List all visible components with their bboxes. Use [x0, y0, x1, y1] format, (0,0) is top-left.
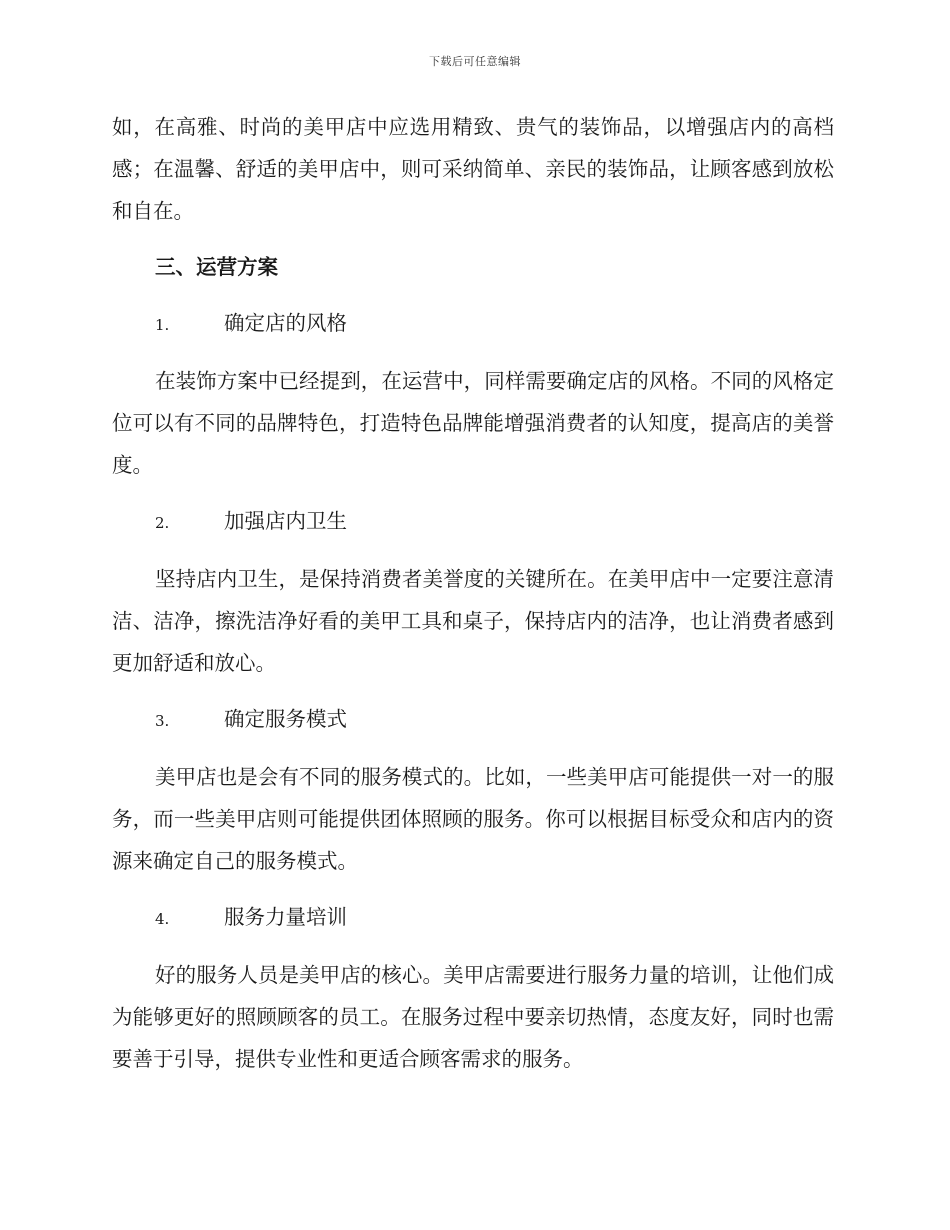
- item-number-1: 1.: [155, 316, 170, 334]
- item-heading-4: [112, 896, 834, 940]
- paragraph-hygiene: 坚持店内卫生，是保持消费者美誉度的关键所在。在美甲店中一定要注意清洁、洁净，擦洗洁净好看的美甲工具和桌子，保持店内的洁净，也让消费者感到更加舒适和放心。: [112, 567, 834, 675]
- item-number-4: 4.: [155, 910, 170, 928]
- item-title-3: 确定服务模式: [224, 707, 347, 731]
- paragraph-decoration-continued: 如，在高雅、时尚的美甲店中应选用精致、贵气的装饰品，以增强店内的高档感；在温馨、舒适的美甲店中，则可采纳简单、亲民的装饰品，让顾客感到放松和自在。: [112, 115, 834, 223]
- document-body: [112, 106, 834, 1080]
- paragraph-staff-training: 好的服务人员是美甲店的核心。美甲店需要进行服务力量的培训，让他们成为能够更好的照顾顾客的员工。在服务过程中要亲切热情，态度友好，同时也需要善于引导，提供专业性和更适合顾客需求的服务。: [112, 963, 834, 1071]
- item-heading-1: [112, 302, 834, 346]
- paragraph-service-mode: 美甲店也是会有不同的服务模式的。比如，一些美甲店可能提供一对一的服务，而一些美甲店则可能提供团体照顾的服务。你可以根据目标受众和店内的资源来确定自己的服务模式。: [112, 765, 834, 873]
- item-title-2: 加强店内卫生: [224, 509, 347, 533]
- item-number-3: 3.: [155, 712, 170, 730]
- section-heading-operations: 三、运营方案: [155, 255, 278, 279]
- page-header: 下载后可任意编辑: [429, 55, 521, 68]
- item-title-4: 服务力量培训: [224, 905, 347, 929]
- item-heading-2: [112, 500, 834, 544]
- item-title-1: 确定店的风格: [224, 311, 347, 335]
- item-heading-3: [112, 698, 834, 742]
- item-number-2: 2.: [155, 514, 170, 532]
- paragraph-store-style: 在装饰方案中已经提到，在运营中，同样需要确定店的风格。不同的风格定位可以有不同的品牌特色，打造特色品牌能增强消费者的认知度，提高店的美誉度。: [112, 369, 834, 477]
